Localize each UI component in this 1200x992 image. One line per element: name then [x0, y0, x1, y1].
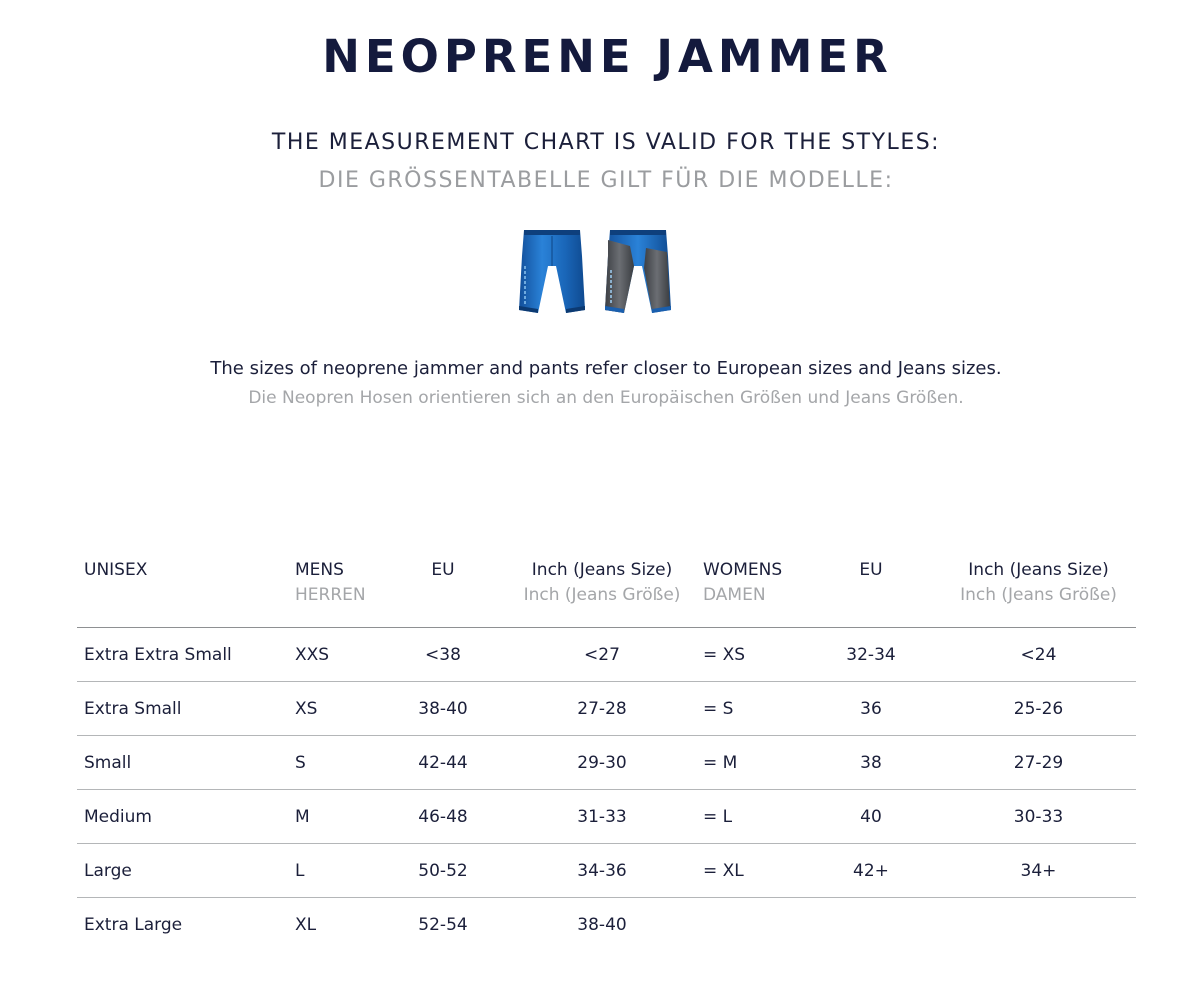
- cell-mens-inch: 27-28: [508, 682, 696, 736]
- cell-womens-inch: <24: [941, 628, 1136, 682]
- cell-mens: M: [288, 790, 378, 844]
- table-row: [77, 736, 1136, 790]
- cell-mens-eu: <38: [378, 628, 508, 682]
- cell-womens-inch: [941, 898, 1136, 952]
- cell-womens-eu: 38: [801, 736, 941, 790]
- cell-womens: = XL: [696, 844, 801, 898]
- cell-womens-inch: 25-26: [941, 682, 1136, 736]
- table-row: [77, 628, 1136, 682]
- cell-womens: [696, 898, 801, 952]
- cell-womens-inch: 30-33: [941, 790, 1136, 844]
- size-note-de: Die Neopren Hosen orientieren sich an den Europäischen Größen und Jeans Größen.: [248, 388, 964, 408]
- table-row: [77, 790, 1136, 844]
- cell-womens: = L: [696, 790, 801, 844]
- cell-womens: = M: [696, 736, 801, 790]
- cell-mens-eu: 52-54: [418, 914, 468, 935]
- cell-womens: = XS: [696, 628, 801, 682]
- cell-unisex: Small: [77, 736, 288, 790]
- cell-mens-inch: 31-33: [508, 790, 696, 844]
- product-images: [518, 226, 678, 318]
- page-title: NEOPRENE JAMMER: [322, 30, 893, 83]
- header-womens: WOMENS DAMEN: [696, 548, 801, 628]
- jammer-blue-image: [518, 226, 586, 318]
- cell-mens-eu: 42-44: [378, 736, 508, 790]
- header-womens-eu: EU: [801, 548, 941, 628]
- cell-womens-inch: 27-29: [941, 736, 1136, 790]
- table-header-row: [77, 548, 1136, 628]
- cell-mens-eu: 38-40: [378, 682, 508, 736]
- table-row: [77, 898, 1136, 952]
- cell-unisex: Large: [77, 844, 288, 898]
- cell-mens: L: [288, 844, 378, 898]
- cell-mens-inch: <27: [508, 628, 696, 682]
- styles-heading-en: THE MEASUREMENT CHART IS VALID FOR THE STYLES:: [271, 130, 941, 155]
- size-note-en: The sizes of neoprene jammer and pants refer closer to European sizes and Jeans sizes.: [210, 358, 1002, 379]
- cell-mens-inch: 29-30: [508, 736, 696, 790]
- cell-unisex: Extra Small: [77, 682, 288, 736]
- cell-womens-eu: [801, 898, 941, 952]
- header-mens-inch: Inch (Jeans Size) Inch (Jeans Größe): [508, 548, 696, 628]
- styles-heading-de: DIE GRÖSSENTABELLE GILT FÜR DIE MODELLE:: [318, 168, 894, 193]
- cell-mens: XS: [288, 682, 378, 736]
- cell-womens-eu: 40: [801, 790, 941, 844]
- cell-womens-eu: 36: [801, 682, 941, 736]
- header-mens-eu: EU: [378, 548, 508, 628]
- cell-womens: = S: [696, 682, 801, 736]
- header-womens-inch: Inch (Jeans Size) Inch (Jeans Größe): [941, 548, 1136, 628]
- cell-mens-eu: 46-48: [378, 790, 508, 844]
- header-unisex: UNISEX: [77, 548, 288, 628]
- cell-mens-inch: 34-36: [508, 844, 696, 898]
- cell-mens: S: [288, 736, 378, 790]
- cell-unisex: Medium: [77, 790, 288, 844]
- cell-mens-eu: 50-52: [378, 844, 508, 898]
- header-mens: MENS HERREN: [288, 548, 378, 628]
- table-row: [77, 682, 1136, 736]
- cell-mens: XXS: [288, 628, 378, 682]
- cell-unisex: Extra Large: [84, 914, 183, 935]
- cell-womens-eu: 32-34: [801, 628, 941, 682]
- jammer-blue-grey-image: [604, 226, 672, 318]
- cell-mens-inch: 38-40: [577, 914, 627, 935]
- table-row: [77, 844, 1136, 898]
- cell-womens-inch: 34+: [941, 844, 1136, 898]
- cell-unisex: Extra Extra Small: [77, 628, 288, 682]
- size-chart-table: [77, 548, 1136, 951]
- cell-womens-eu: 42+: [801, 844, 941, 898]
- cell-mens: XL: [295, 914, 317, 935]
